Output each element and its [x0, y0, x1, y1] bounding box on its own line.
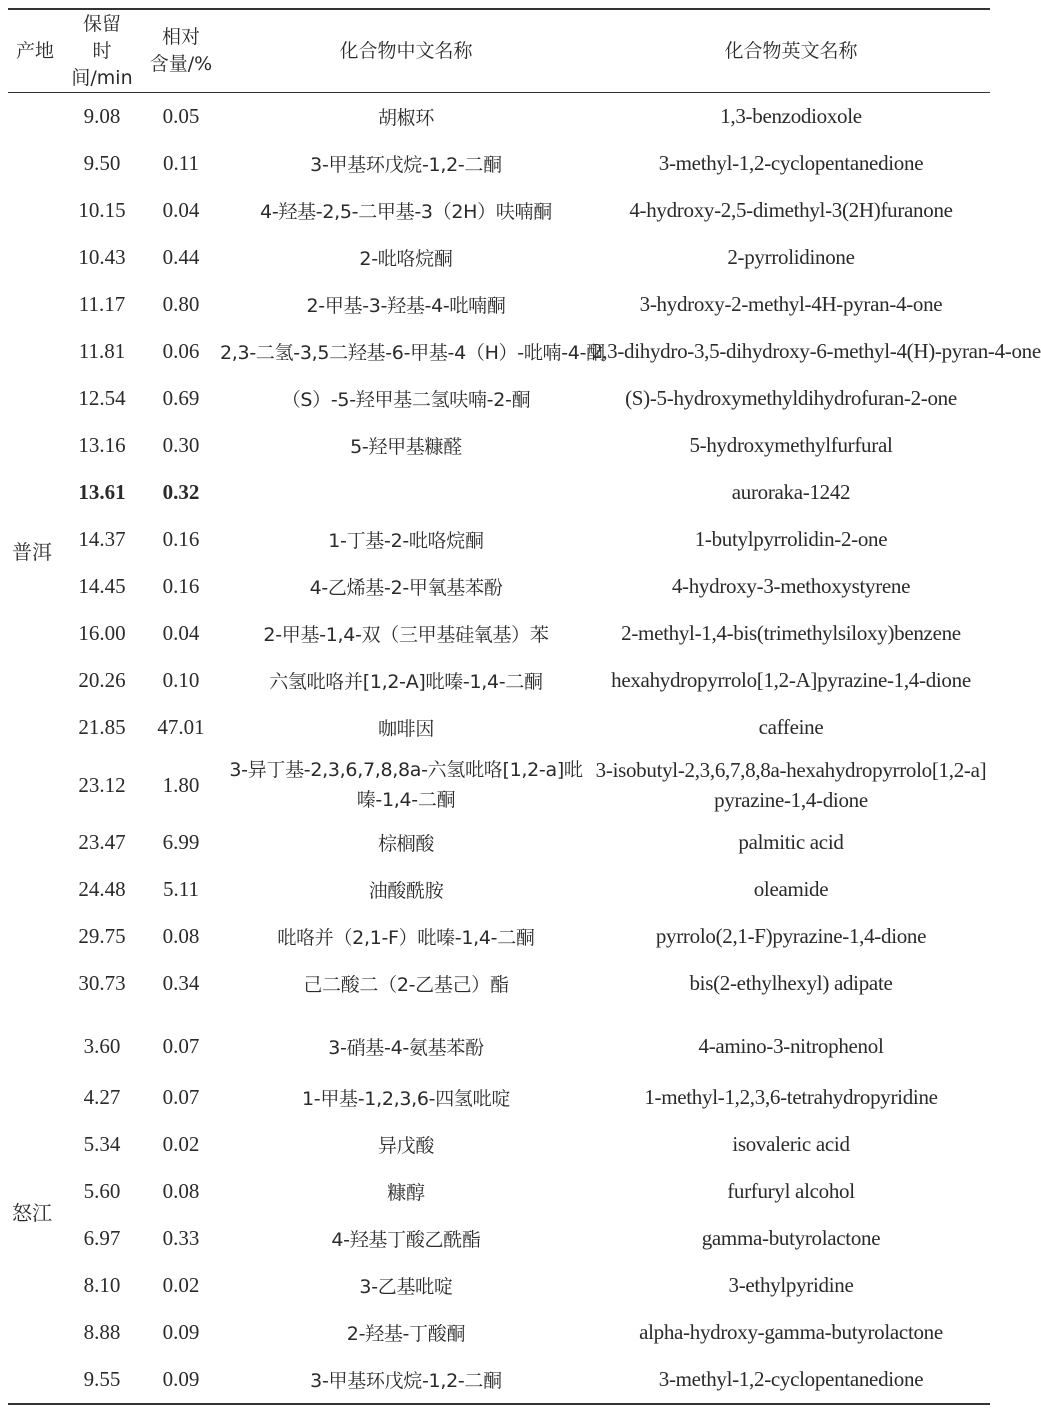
retention-time-cell: 13.16 [78, 433, 126, 457]
retention-time-cell: 11.17 [78, 292, 126, 316]
retention-time-cell: 8.88 [83, 1320, 121, 1344]
table-row [8, 751, 990, 819]
compound-table-container [8, 8, 1041, 1405]
table-row [8, 1168, 990, 1215]
relative-content-cell: 0.07 [162, 1034, 200, 1058]
table-row [8, 913, 990, 960]
chinese-name-cell: 1-甲基-1,2,3,6-四氢吡啶 [301, 1088, 511, 1110]
chinese-name-cell: 5-羟甲基糠醛 [350, 436, 462, 458]
header-relative-content: 相对 含量/% [149, 26, 213, 75]
table-row [8, 1309, 990, 1356]
retention-time-cell: 6.97 [83, 1226, 121, 1250]
relative-content-cell: 0.09 [162, 1320, 200, 1344]
retention-time-cell: 30.73 [78, 971, 126, 995]
relative-content-cell: 0.06 [162, 339, 200, 363]
header-place: 产地 [15, 39, 54, 62]
relative-content-cell: 5.11 [163, 877, 199, 901]
relative-content-cell: 6.99 [162, 830, 200, 854]
retention-time-cell: 23.47 [78, 830, 126, 854]
english-name-cell: 2,3-dihydro-3,5-dihydroxy-6-methyl-4(H)-pyran-4-one [592, 339, 1041, 363]
header-retention-time: 保留 时间/min [71, 12, 133, 89]
chinese-name-cell: 咖啡因 [377, 718, 435, 740]
chinese-name-cell: 3-甲基环戊烷-1,2-二酮 [310, 154, 502, 176]
chinese-name-cell: 异戊酸 [377, 1135, 435, 1157]
retention-time-cell: 11.81 [78, 339, 126, 363]
table-row [8, 866, 990, 913]
english-name-cell: hexahydropyrrolo[1,2-A]pyrazine-1,4-dione [611, 668, 971, 692]
chinese-name-cell: 2-甲基-1,4-双（三甲基硅氧基）苯 [263, 624, 549, 646]
chinese-name-cell: 3-异丁基-2,3,6,7,8,8a-六氢吡咯[1,2-a]吡嗪-1,4-二酮 [229, 759, 583, 811]
chinese-name-cell: 4-羟基-2,5-二甲基-3（2H）呋喃酮 [260, 201, 552, 223]
table-row [8, 704, 990, 751]
relative-content-cell: 0.10 [162, 668, 200, 692]
relative-content-cell: 0.16 [162, 574, 200, 598]
relative-content-cell: 0.05 [162, 104, 200, 128]
english-name-cell: 1-butylpyrrolidin-2-one [694, 527, 888, 551]
chinese-name-cell: 2-甲基-3-羟基-4-吡喃酮 [306, 295, 506, 317]
english-name-cell: pyrrolo(2,1-F)pyrazine-1,4-dione [655, 924, 927, 948]
retention-time-cell: 14.45 [78, 574, 126, 598]
header-english-name: 化合物英文名称 [724, 39, 858, 62]
english-name-cell: (S)-5-hydroxymethyldihydrofuran-2-one [625, 386, 957, 410]
english-name-cell: furfuryl alcohol [727, 1179, 855, 1203]
relative-content-cell: 0.02 [162, 1132, 200, 1156]
table-row [8, 1007, 990, 1074]
english-name-cell: 3-methyl-1,2-cyclopentanedione [658, 151, 924, 175]
chinese-name-cell: 4-乙烯基-2-甲氧基苯酚 [309, 577, 503, 599]
retention-time-cell: 12.54 [78, 386, 126, 410]
english-name-cell: bis(2-ethylhexyl) adipate [689, 971, 893, 995]
relative-content-cell: 0.07 [162, 1085, 200, 1109]
retention-time-cell: 13.61 [78, 480, 126, 504]
retention-time-cell: 10.43 [78, 245, 126, 269]
chinese-name-cell: 糠醇 [387, 1182, 425, 1204]
retention-time-cell: 4.27 [83, 1085, 121, 1109]
table-row [8, 140, 990, 187]
table-row [8, 93, 990, 141]
relative-content-cell: 0.44 [162, 245, 200, 269]
chinese-name-cell: 胡椒环 [377, 107, 435, 129]
relative-content-cell: 0.33 [162, 1226, 200, 1250]
relative-content-cell: 0.16 [162, 527, 200, 551]
retention-time-cell: 8.10 [83, 1273, 121, 1297]
table-row [8, 657, 990, 704]
english-name-cell: oleamide [753, 877, 829, 901]
table-row [8, 1121, 990, 1168]
table-row [8, 234, 990, 281]
table-row [8, 1262, 990, 1309]
relative-content-cell: 0.08 [162, 1179, 200, 1203]
table-row [8, 422, 990, 469]
table-row [8, 960, 990, 1007]
english-name-cell: 4-amino-3-nitrophenol [698, 1034, 884, 1058]
relative-content-cell: 0.11 [163, 151, 199, 175]
retention-time-cell: 9.08 [83, 104, 121, 128]
table-row [8, 187, 990, 234]
retention-time-cell: 14.37 [78, 527, 126, 551]
table-row [8, 469, 990, 516]
chinese-name-cell: 3-甲基环戊烷-1,2-二酮 [310, 1370, 502, 1392]
table-row [8, 1074, 990, 1121]
table-row [8, 328, 990, 375]
relative-content-cell: 1.80 [162, 772, 200, 797]
retention-time-cell: 9.50 [83, 151, 121, 175]
english-name-cell: gamma-butyrolactone [701, 1226, 881, 1250]
table-row [8, 1215, 990, 1262]
chinese-name-cell: 2-羟基-丁酸酮 [346, 1323, 466, 1345]
relative-content-cell: 47.01 [157, 715, 205, 739]
retention-time-cell: 16.00 [78, 621, 126, 645]
chinese-name-cell [220, 469, 592, 516]
retention-time-cell: 21.85 [78, 715, 126, 739]
english-name-cell: 3-ethylpyridine [728, 1273, 854, 1297]
english-name-cell: 3-hydroxy-2-methyl-4H-pyran-4-one [639, 292, 943, 316]
retention-time-cell: 24.48 [78, 877, 126, 901]
table-header [8, 9, 990, 93]
relative-content-cell: 0.30 [162, 433, 200, 457]
chinese-name-cell: 3-硝基-4-氨基苯酚 [328, 1037, 484, 1059]
table-row [8, 610, 990, 657]
relative-content-cell: 0.04 [162, 198, 200, 222]
chinese-name-cell: 4-羟基丁酸乙酰酯 [331, 1229, 481, 1251]
origin-place-cell: 怒江 [12, 1200, 52, 1225]
chinese-name-cell: 六氢吡咯并[1,2-A]吡嗪-1,4-二酮 [269, 671, 543, 693]
english-name-cell: palmitic acid [738, 830, 844, 854]
retention-time-cell: 10.15 [78, 198, 126, 222]
table-row [8, 375, 990, 422]
table-row [8, 819, 990, 866]
english-name-cell: auroraka-1242 [731, 480, 851, 504]
retention-time-cell: 20.26 [78, 668, 126, 692]
chinese-name-cell: （S）-5-羟甲基二氢呋喃-2-酮 [281, 389, 531, 411]
relative-content-cell: 0.04 [162, 621, 200, 645]
relative-content-cell: 0.69 [162, 386, 200, 410]
chinese-name-cell: 己二酸二（2-乙基己）酯 [303, 974, 509, 996]
english-name-cell: isovaleric acid [732, 1132, 850, 1156]
chinese-name-cell: 油酸酰胺 [368, 880, 444, 902]
english-name-cell: alpha-hydroxy-gamma-butyrolactone [639, 1320, 943, 1344]
english-name-cell: 2-methyl-1,4-bis(trimethylsiloxy)benzene [621, 621, 961, 645]
retention-time-cell: 3.60 [83, 1034, 121, 1058]
chinese-name-cell: 棕榈酸 [377, 833, 435, 855]
header-chinese-name: 化合物中文名称 [339, 39, 473, 62]
table-row [8, 563, 990, 610]
chinese-name-cell: 2,3-二氢-3,5二羟基-6-甲基-4（H）-吡喃-4-酮 [220, 342, 605, 364]
english-name-cell: 3-methyl-1,2-cyclopentanedione [658, 1367, 924, 1391]
relative-content-cell: 0.08 [162, 924, 200, 948]
english-name-cell: 1,3-benzodioxole [720, 104, 862, 128]
chinese-name-cell: 吡咯并（2,1-F）吡嗪-1,4-二酮 [277, 927, 535, 949]
english-name-cell: 3-isobutyl-2,3,6,7,8,8a-hexahydropyrrolo[1,2-a] pyrazine-1,4-dione [595, 758, 987, 812]
english-name-cell: 4-hydroxy-2,5-dimethyl-3(2H)furanone [629, 198, 953, 222]
english-name-cell: 4-hydroxy-3-methoxystyrene [671, 574, 911, 598]
retention-time-cell: 5.60 [83, 1179, 121, 1203]
chinese-name-cell: 2-吡咯烷酮 [359, 248, 453, 270]
relative-content-cell: 0.34 [162, 971, 200, 995]
table-row [8, 281, 990, 328]
retention-time-cell: 29.75 [78, 924, 126, 948]
table-row [8, 1356, 990, 1404]
retention-time-cell: 9.55 [83, 1367, 121, 1391]
relative-content-cell: 0.80 [162, 292, 200, 316]
relative-content-cell: 0.02 [162, 1273, 200, 1297]
compound-table [8, 8, 1041, 1405]
retention-time-cell: 5.34 [83, 1132, 121, 1156]
retention-time-cell: 23.12 [78, 772, 126, 797]
english-name-cell: 1-methyl-1,2,3,6-tetrahydropyridine [644, 1085, 938, 1109]
relative-content-cell: 0.09 [162, 1367, 200, 1391]
english-name-cell: caffeine [758, 715, 824, 739]
chinese-name-cell: 3-乙基吡啶 [359, 1276, 453, 1298]
origin-place-cell: 普洱 [12, 539, 52, 564]
english-name-cell: 5-hydroxymethylfurfural [689, 433, 893, 457]
chinese-name-cell: 1-丁基-2-吡咯烷酮 [328, 530, 484, 552]
table-row [8, 516, 990, 563]
relative-content-cell: 0.32 [162, 480, 200, 504]
table-body [8, 93, 1041, 1405]
english-name-cell: 2-pyrrolidinone [727, 245, 855, 269]
